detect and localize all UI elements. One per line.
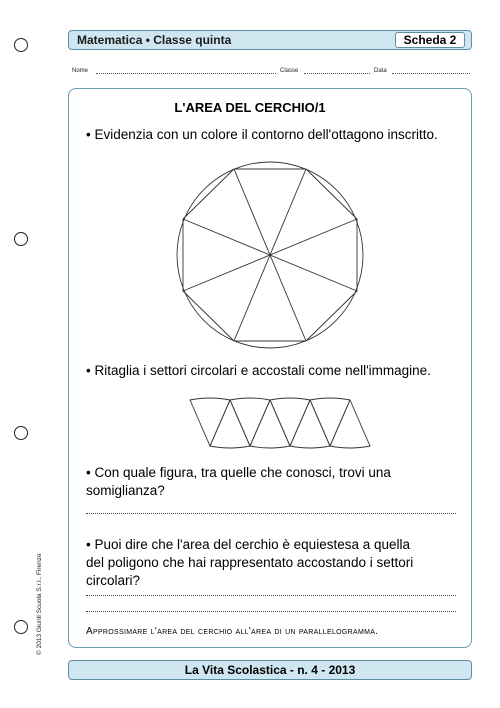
copyright-text: © 2013 Giunti Scuola S.r.l., Firenze <box>36 553 43 655</box>
exercise-4-text: • Puoi dire che l'area del cerchio è equiestesa a quella del poligono che hai rappresentato accostando i settori circolari? <box>86 537 414 588</box>
footer-bar: La Vita Scolastica - n. 4 - 2013 <box>68 660 472 680</box>
exercise-1-text: • Evidenzia con un colore il contorno dell'ottagono inscritto. <box>86 127 438 142</box>
answer-line-1[interactable] <box>86 512 456 514</box>
answer-line-2[interactable] <box>86 594 456 596</box>
answer-line-3[interactable] <box>86 610 456 612</box>
header-subject: Matematica • Classe quinta <box>77 33 232 47</box>
teacher-note: Approssimare l'area del cerchio all'area di un parallelogramma. <box>86 626 379 637</box>
name-label: Nome <box>72 68 89 74</box>
sheet-label: Scheda 2 <box>395 32 465 48</box>
date-label: Data <box>374 68 387 74</box>
worksheet-title: L'AREA DEL CERCHIO/1 <box>174 100 326 115</box>
exercise-3-text: • Con quale figura, tra quelle che conosci, trovi una somiglianza? <box>86 465 391 498</box>
exercise-2-text: • Ritaglia i settori circolari e accostali come nell'immagine. <box>86 363 431 378</box>
class-label: Classe <box>280 68 299 74</box>
